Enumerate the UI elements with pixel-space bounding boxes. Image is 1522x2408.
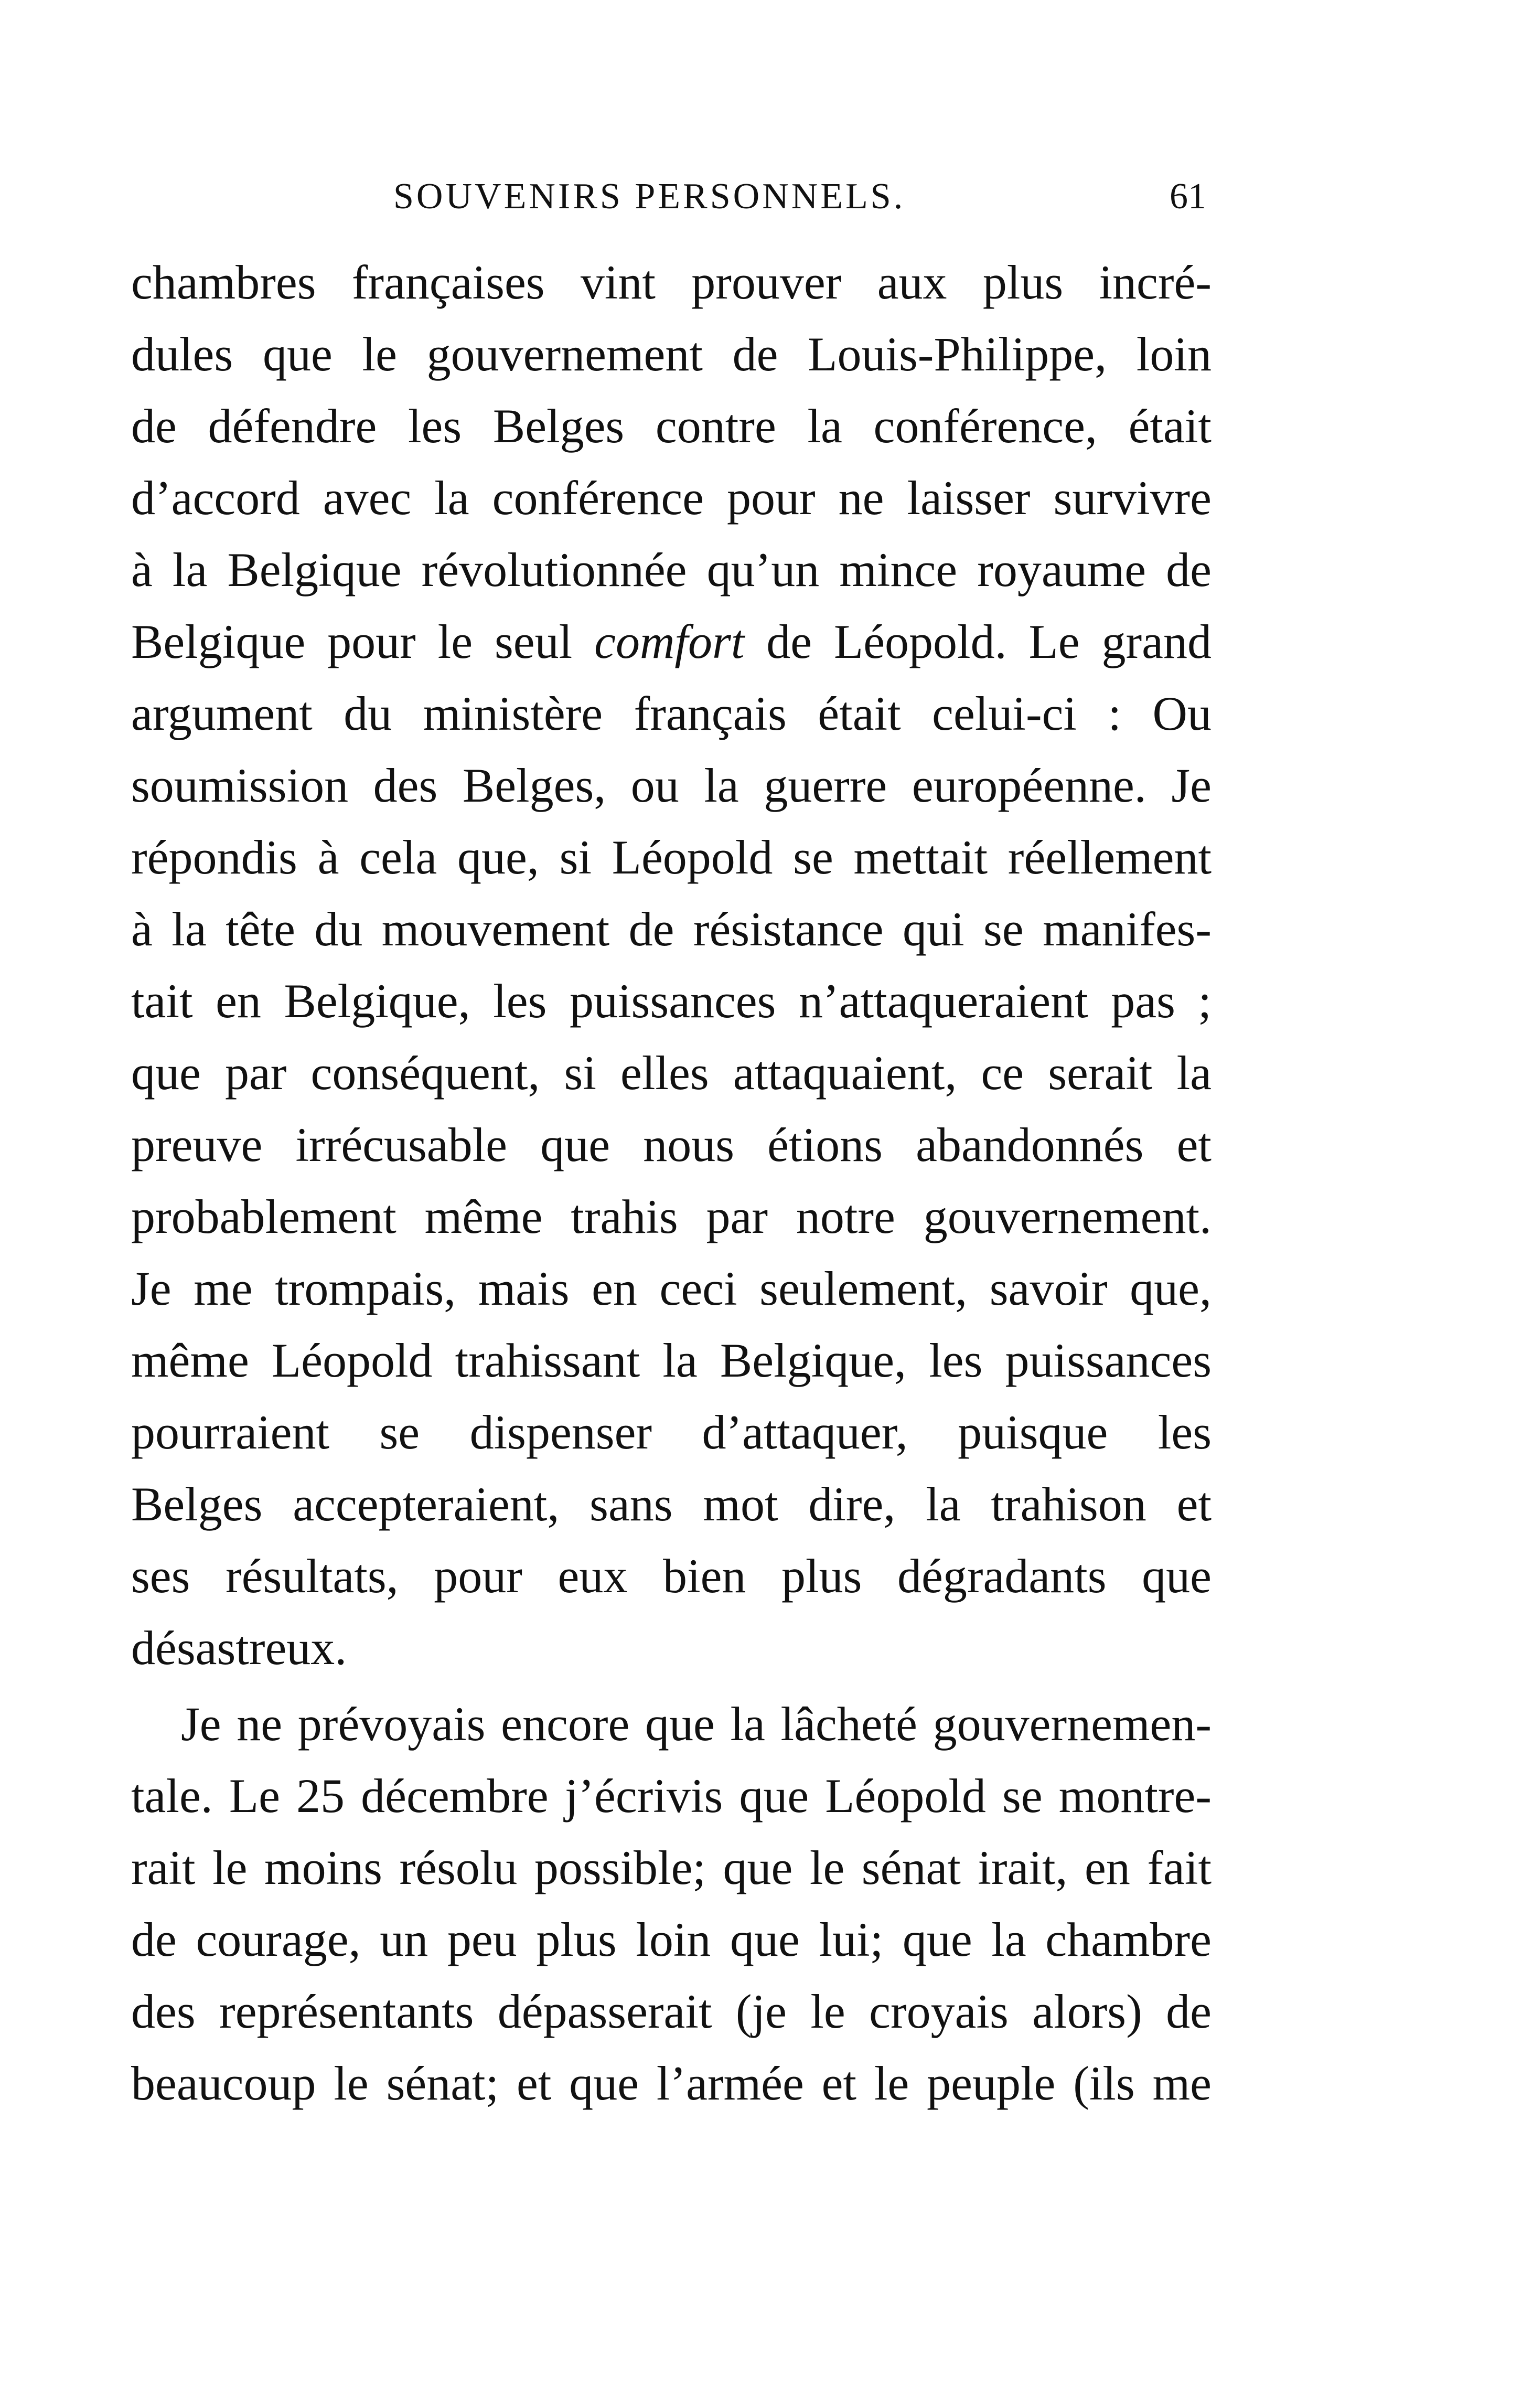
text-segment: Belgique pour le seul bbox=[131, 615, 595, 668]
text-segment: de Léopold. Le grand bbox=[744, 615, 1212, 668]
text-line: que par conséquent, si elles attaquaient, ce serait la bbox=[131, 1046, 1212, 1100]
text-line: tait en Belgique, les puissances n’attaqueraient pas ; bbox=[131, 974, 1212, 1028]
paragraph-gap bbox=[131, 1684, 1212, 1688]
text-line: rait le moins résolu possible; que le sénat irait, en fait bbox=[131, 1841, 1212, 1894]
text-line: Je me trompais, mais en ceci seulement, savoir que, bbox=[131, 1262, 1212, 1315]
text-line: ses résultats, pour eux bien plus dégradants que bbox=[131, 1549, 1212, 1603]
page-number: 61 bbox=[1170, 176, 1206, 217]
running-title: SOUVENIRS PERSONNELS. bbox=[393, 176, 906, 217]
text-line: Je ne prévoyais encore que la lâcheté gouvernemen- bbox=[181, 1697, 1212, 1751]
text-line: des représentants dépasserait (je le croyais alors) de bbox=[131, 1985, 1212, 2038]
text-line: beaucoup le sénat; et que l’armée et le peuple (ils me bbox=[131, 2057, 1212, 2110]
text-line: probablement même trahis par notre gouvernement. bbox=[131, 1190, 1212, 1243]
italic-word: comfort bbox=[594, 615, 745, 668]
text-line: Belges accepteraient, sans mot dire, la trahison et bbox=[131, 1477, 1212, 1531]
text-line: à la Belgique révolutionnée qu’un mince royaume de bbox=[131, 543, 1212, 596]
text-line: chambres françaises vint prouver aux plus incré- bbox=[131, 255, 1212, 309]
body-text bbox=[131, 247, 1212, 2119]
text-line: de défendre les Belges contre la conférence, était bbox=[131, 399, 1212, 453]
text-line: pourraient se dispenser d’attaquer, puisque les bbox=[131, 1405, 1212, 1459]
running-head bbox=[131, 173, 1206, 220]
text-line: dules que le gouvernement de Louis-Philippe, loin bbox=[131, 327, 1212, 381]
text-line: même Léopold trahissant la Belgique, les puissances bbox=[131, 1334, 1212, 1387]
text-line: désastreux. bbox=[131, 1621, 347, 1675]
text-line: d’accord avec la conférence pour ne laisser survivre bbox=[131, 471, 1212, 525]
text-line: à la tête du mouvement de résistance qui se manifes- bbox=[131, 902, 1212, 956]
text-line: tale. Le 25 décembre j’écrivis que Léopold se montre- bbox=[131, 1769, 1212, 1823]
text-line: de courage, un peu plus loin que lui; que la chambre bbox=[131, 1913, 1212, 1966]
text-line: répondis à cela que, si Léopold se mettait réellement bbox=[131, 830, 1212, 884]
text-line: preuve irrécusable que nous étions abandonnés et bbox=[131, 1118, 1212, 1171]
text-line bbox=[131, 606, 1212, 678]
text-line: soumission des Belges, ou la guerre européenne. Je bbox=[131, 759, 1212, 812]
text-line: argument du ministère français était celui-ci : Ou bbox=[131, 687, 1212, 740]
